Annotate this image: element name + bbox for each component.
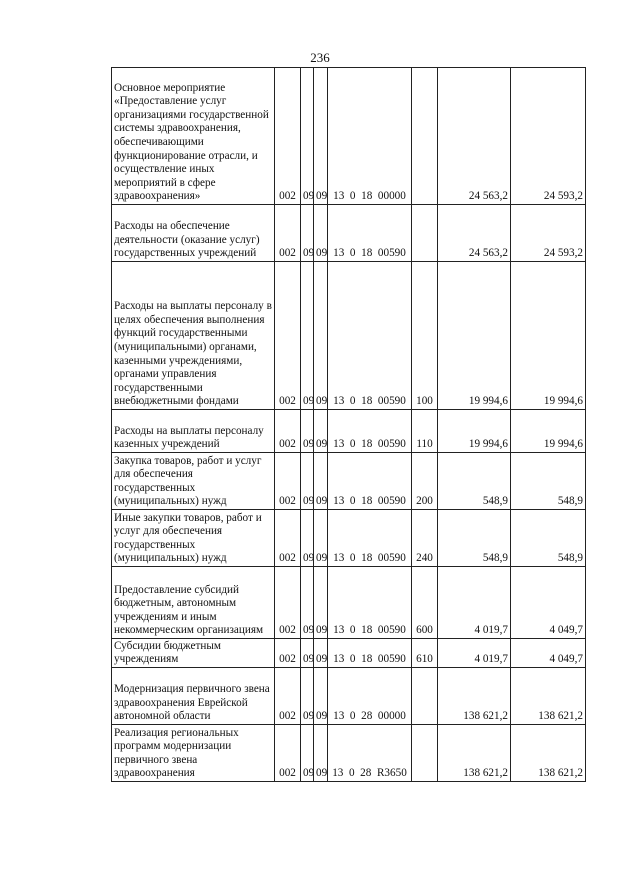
- row-name: [112, 453, 275, 510]
- row-name-text: Расходы на обеспечение деятельности (оказание услуг) государственных учреждений: [114, 220, 260, 260]
- page-number: 236: [310, 50, 330, 65]
- expense-type-code: [412, 410, 438, 453]
- expense-type-code-text: 100: [416, 395, 433, 408]
- row-name: [112, 639, 275, 668]
- target-code-direction: 00590: [377, 653, 406, 666]
- amount-year-1: [438, 453, 511, 510]
- amount-year-2: [511, 262, 586, 410]
- table-row: [112, 639, 586, 668]
- target-code-activity: 18: [361, 247, 373, 260]
- ved-code: [275, 453, 301, 510]
- expense-type-code-text: 240: [416, 552, 433, 565]
- target-code: [328, 262, 412, 410]
- row-name-text: Реализация региональных программ модернизации первичного звена здравоохранения: [114, 726, 239, 780]
- expense-type-code: [412, 510, 438, 567]
- row-name-text: Субсидии бюджетным учреждениям: [114, 639, 221, 666]
- expense-type-code-text: 110: [416, 438, 433, 451]
- subsection-code: [314, 205, 328, 262]
- amount-year-1-text: 19 994,6: [468, 395, 508, 408]
- ved-code: [275, 410, 301, 453]
- target-code-direction: R3650: [376, 767, 407, 780]
- row-name: [112, 510, 275, 567]
- amount-year-1: [438, 567, 511, 639]
- subsection-code: [314, 410, 328, 453]
- ved-code: [275, 639, 301, 668]
- target-code-program: 13: [333, 247, 345, 260]
- subsection-code: [314, 639, 328, 668]
- expense-type-code: [412, 205, 438, 262]
- ved-code-text: 002: [279, 495, 296, 508]
- amount-year-1-text: 548,9: [482, 552, 508, 565]
- amount-year-2-text: 24 593,2: [543, 247, 583, 260]
- amount-year-2-text: 138 621,2: [538, 710, 583, 723]
- subsection-code: [314, 453, 328, 510]
- ved-code: [275, 68, 301, 205]
- expense-type-code: [412, 262, 438, 410]
- row-name-text: Основное мероприятие «Предоставление услуг организациями государственной системы здравоохранения, обеспечивающими функционирование отрасли, и осуществление иных мероприятий в сфере здравоохранения»: [114, 81, 269, 203]
- target-code-activity: 28: [361, 710, 373, 723]
- row-name: [112, 205, 275, 262]
- amount-year-2-text: 4 049,7: [549, 624, 583, 637]
- subsection-code: [314, 668, 328, 725]
- target-code-activity: 18: [361, 653, 373, 666]
- section-code-text: 09: [303, 624, 315, 637]
- budget-table: [111, 67, 586, 782]
- amount-year-2-text: 24 593,2: [543, 190, 583, 203]
- expense-type-code: [412, 453, 438, 510]
- ved-code-text: 002: [279, 190, 296, 203]
- row-name: [112, 262, 275, 410]
- ved-code-text: 002: [279, 653, 296, 666]
- target-code-activity: 18: [361, 495, 373, 508]
- ved-code: [275, 262, 301, 410]
- target-code: [328, 668, 412, 725]
- amount-year-2: [511, 567, 586, 639]
- target-code-direction: 00590: [377, 552, 406, 565]
- subsection-code-text: 09: [316, 438, 328, 451]
- section-code: [301, 68, 314, 205]
- target-code-program: 13: [333, 710, 345, 723]
- ved-code-text: 002: [279, 395, 296, 408]
- section-code-text: 09: [303, 395, 315, 408]
- expense-type-code: [412, 68, 438, 205]
- amount-year-1: [438, 668, 511, 725]
- section-code: [301, 510, 314, 567]
- row-name: [112, 567, 275, 639]
- section-code-text: 09: [303, 438, 315, 451]
- subsection-code: [314, 262, 328, 410]
- amount-year-2-text: 138 621,2: [538, 767, 583, 780]
- row-name: [112, 68, 275, 205]
- amount-year-1: [438, 262, 511, 410]
- ved-code-text: 002: [279, 624, 296, 637]
- target-code: [328, 510, 412, 567]
- table-row: [112, 453, 586, 510]
- subsection-code-text: 09: [316, 247, 328, 260]
- section-code-text: 09: [303, 653, 315, 666]
- ved-code-text: 002: [279, 710, 296, 723]
- target-code-direction: 00000: [377, 710, 406, 723]
- target-code-subprogram: 0: [348, 767, 355, 780]
- table-row: [112, 725, 586, 782]
- amount-year-1: [438, 68, 511, 205]
- subsection-code-text: 09: [316, 653, 328, 666]
- target-code-subprogram: 0: [349, 395, 356, 408]
- section-code-text: 09: [303, 767, 315, 780]
- expense-type-code-text: 200: [416, 495, 433, 508]
- expense-type-code: [412, 639, 438, 668]
- subsection-code: [314, 725, 328, 782]
- target-code-program: 13: [333, 395, 345, 408]
- ved-code-text: 002: [279, 247, 296, 260]
- section-code: [301, 639, 314, 668]
- amount-year-1-text: 24 563,2: [468, 247, 508, 260]
- subsection-code-text: 09: [316, 710, 328, 723]
- target-code: [328, 567, 412, 639]
- row-name-text: Модернизация первичного звена здравоохранения Еврейской автономной области: [114, 683, 270, 723]
- table-body: [112, 68, 586, 782]
- table-row: [112, 410, 586, 453]
- section-code-text: 09: [303, 190, 315, 203]
- amount-year-1-text: 138 621,2: [463, 767, 508, 780]
- target-code: [328, 639, 412, 668]
- table-row: [112, 668, 586, 725]
- amount-year-2: [511, 68, 586, 205]
- target-code-direction: 00590: [377, 247, 406, 260]
- target-code: [328, 68, 412, 205]
- target-code: [328, 205, 412, 262]
- amount-year-2: [511, 639, 586, 668]
- amount-year-2-text: 548,9: [557, 552, 583, 565]
- table-row: [112, 567, 586, 639]
- amount-year-2: [511, 453, 586, 510]
- ved-code: [275, 725, 301, 782]
- section-code: [301, 725, 314, 782]
- target-code: [328, 725, 412, 782]
- amount-year-1: [438, 725, 511, 782]
- target-code-activity: 18: [361, 438, 373, 451]
- target-code-subprogram: 0: [349, 190, 356, 203]
- subsection-code-text: 09: [316, 624, 328, 637]
- row-name-text: Расходы на выплаты персоналу в целях обеспечения выполнения функций государственными (муниципальными) органами, казенными учреждениями, органами управления государственными внебюджетными фондами: [114, 300, 272, 408]
- subsection-code-text: 09: [316, 395, 328, 408]
- amount-year-2: [511, 410, 586, 453]
- expense-type-code-text: 610: [416, 653, 433, 666]
- table-row: [112, 205, 586, 262]
- ved-code-text: 002: [279, 552, 296, 565]
- section-code-text: 09: [303, 552, 315, 565]
- ved-code-text: 002: [279, 767, 296, 780]
- section-code-text: 09: [303, 710, 315, 723]
- target-code-subprogram: 0: [349, 710, 356, 723]
- amount-year-1-text: 138 621,2: [463, 710, 508, 723]
- target-code: [328, 453, 412, 510]
- subsection-code: [314, 510, 328, 567]
- target-code-program: 13: [333, 624, 345, 637]
- subsection-code-text: 09: [316, 552, 328, 565]
- amount-year-2: [511, 725, 586, 782]
- amount-year-2-text: 19 994,6: [543, 438, 583, 451]
- target-code-program: 13: [333, 190, 345, 203]
- target-code-direction: 00590: [377, 624, 406, 637]
- target-code-subprogram: 0: [349, 653, 356, 666]
- target-code-subprogram: 0: [349, 247, 356, 260]
- amount-year-2-text: 4 049,7: [549, 653, 583, 666]
- section-code: [301, 567, 314, 639]
- amount-year-1-text: 4 019,7: [474, 653, 508, 666]
- target-code-program: 13: [333, 495, 345, 508]
- amount-year-1-text: 4 019,7: [474, 624, 508, 637]
- amount-year-2-text: 548,9: [557, 495, 583, 508]
- subsection-code-text: 09: [316, 495, 328, 508]
- amount-year-1-text: 548,9: [482, 495, 508, 508]
- ved-code: [275, 205, 301, 262]
- target-code-activity: 18: [361, 624, 373, 637]
- amount-year-1: [438, 639, 511, 668]
- target-code-subprogram: 0: [349, 495, 356, 508]
- row-name-text: Предоставление субсидий бюджетным, автономным учреждениям и иным некоммерческим организациям: [114, 583, 264, 637]
- target-code-direction: 00590: [377, 495, 406, 508]
- section-code: [301, 453, 314, 510]
- target-code-program: 13: [333, 653, 345, 666]
- subsection-code: [314, 567, 328, 639]
- target-code-program: 13: [332, 767, 344, 780]
- expense-type-code: [412, 668, 438, 725]
- target-code-direction: 00590: [377, 438, 406, 451]
- subsection-code-text: 09: [316, 190, 328, 203]
- amount-year-2: [511, 205, 586, 262]
- row-name: [112, 725, 275, 782]
- target-code-subprogram: 0: [349, 624, 356, 637]
- subsection-code-text: 09: [316, 767, 328, 780]
- target-code-direction: 00000: [377, 190, 406, 203]
- target-code: [328, 410, 412, 453]
- row-name-text: Расходы на выплаты персоналу казенных учреждений: [114, 424, 264, 451]
- section-code: [301, 410, 314, 453]
- target-code-subprogram: 0: [349, 438, 356, 451]
- row-name-text: Закупка товаров, работ и услуг для обеспечения государственных (муниципальных) нужд: [114, 454, 262, 508]
- amount-year-1: [438, 205, 511, 262]
- section-code-text: 09: [303, 247, 315, 260]
- row-name: [112, 668, 275, 725]
- target-code-program: 13: [333, 552, 345, 565]
- table-row: [112, 68, 586, 205]
- section-code: [301, 262, 314, 410]
- amount-year-2-text: 19 994,6: [543, 395, 583, 408]
- amount-year-2: [511, 510, 586, 567]
- target-code-activity: 18: [361, 190, 373, 203]
- table-row: [112, 262, 586, 410]
- target-code-activity: 18: [361, 395, 373, 408]
- ved-code-text: 002: [279, 438, 296, 451]
- section-code-text: 09: [303, 495, 315, 508]
- target-code-program: 13: [333, 438, 345, 451]
- amount-year-2: [511, 668, 586, 725]
- amount-year-1: [438, 510, 511, 567]
- target-code-activity: 18: [361, 552, 373, 565]
- section-code: [301, 668, 314, 725]
- section-code: [301, 205, 314, 262]
- table-row: [112, 510, 586, 567]
- amount-year-1-text: 19 994,6: [468, 438, 508, 451]
- row-name: [112, 410, 275, 453]
- expense-type-code: [412, 725, 438, 782]
- expense-type-code: [412, 567, 438, 639]
- ved-code: [275, 510, 301, 567]
- target-code-subprogram: 0: [349, 552, 356, 565]
- ved-code: [275, 567, 301, 639]
- row-name-text: Иные закупки товаров, работ и услуг для обеспечения государственных (муниципальных) нужд: [114, 511, 262, 565]
- expense-type-code-text: 600: [416, 624, 433, 637]
- target-code-direction: 00590: [377, 395, 406, 408]
- ved-code: [275, 668, 301, 725]
- amount-year-1: [438, 410, 511, 453]
- target-code-activity: 28: [360, 767, 372, 780]
- amount-year-1-text: 24 563,2: [468, 190, 508, 203]
- subsection-code: [314, 68, 328, 205]
